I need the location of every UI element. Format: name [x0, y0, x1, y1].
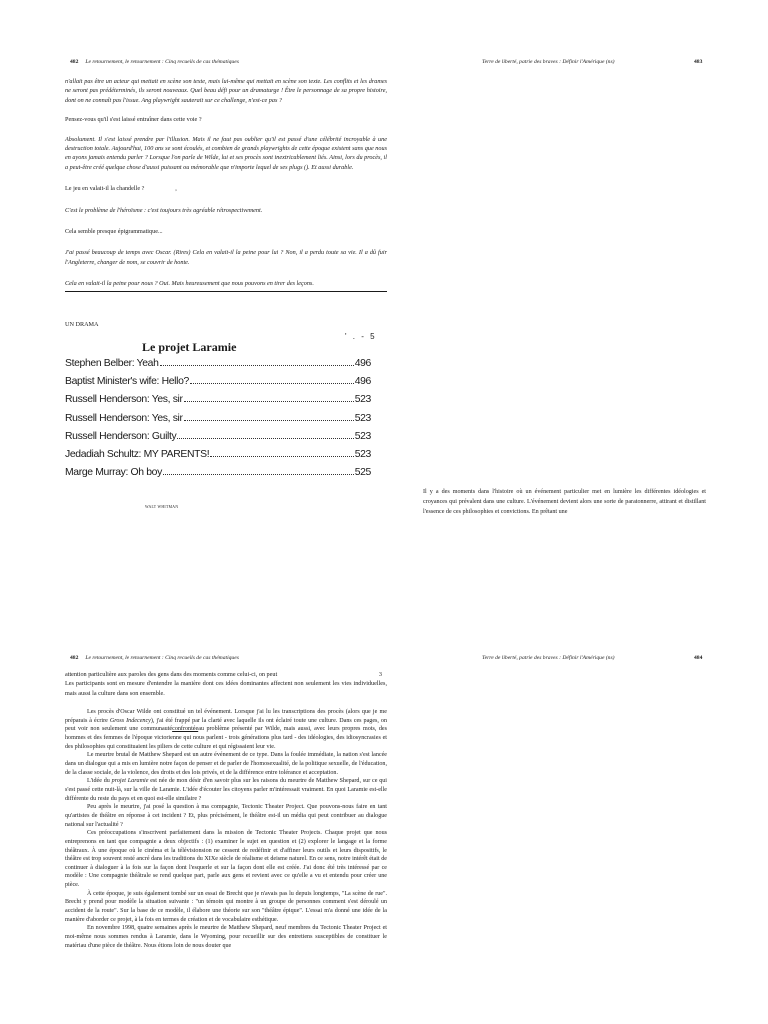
- toc-entry-page: 523: [354, 412, 371, 424]
- page-number-right-2: 484: [694, 655, 703, 661]
- toc-entry[interactable]: [65, 431, 371, 449]
- page-number: 482: [70, 59, 79, 65]
- leader-dots: [163, 474, 354, 475]
- section-label: UN DRAMA: [65, 321, 99, 328]
- paragraph: L'idée du projet Laramie est née de mon désir d'en savoir plus sur les raisons du meurtre de Matthew Shepard, sur ce qui s'est passé cette nuit-là, sur la ville de Laramie. L'idée d'écouter les citoyens parler m'intéressait vraiment. En quoi Laramie est-elle différente du reste du pays et en quoi est-elle similaire ?: [65, 778, 387, 802]
- paragraph: Le meurtre brutal de Matthew Shepard est un autre événement de ce type. Dans la foulée immédiate, la nation s'est lancée dans un dialogue qui a mis en lumière notre façon de penser et de parler de l'homosexualité, de la politique sexuelle, de l'éducation, de la classe sociale, de la violence, des droits et des lois privés, et de la différence entre tolérance et acceptation.: [65, 752, 387, 776]
- toc-entry-page: 523: [354, 448, 371, 460]
- paragraph: À cette époque, je suis également tombé sur un essai de Brecht que je n'avais pas lu depuis longtemps, "La scène de rue". Brecht y prend pour modèle la situation suivante : "un témoin qui montre à un groupe de personnes comment s'est déroulé un accident de la route". Sur la base de ce modèle, il élabore une théorie sur son "théâtre épique". L'essai m'a donné une idée de la manière d'aborder ce projet, à la fois en termes de création et de vocabulaire esthétique.: [65, 890, 387, 923]
- work-title: Gross Indecency: [109, 717, 151, 724]
- paragraph: Les procès d'Oscar Wilde ont constitué un tel événement. Lorsque j'ai lu les transcriptions des procès (alors que je me préparais à écrire Gross Indecency), j'ai été frappé par la clarté avec laquelle ils ont éclairé toute une culture. Dans ces pages, on peut voir non seulement une communautéconfrontéeau problème présenté par Wilde, mais aussi, avec leurs propres mots, des hommes et des femmes de l'époque victorienne qui nous parlent - trois générations plus tard - des idéologies, des idiosyncrasies et des philosophies qui constituaient les piliers de cette culture et qui régissaient leur vie.: [65, 709, 387, 750]
- toc-entry-label: Russell Henderson: Yes, sir: [65, 412, 183, 424]
- paragraph: Cela en valait-il la peine pour nous ? Oui. Mais heureusement que nous pouvons en tirer des leçons.: [65, 280, 314, 288]
- question: Le jeu en valait-il la chandelle ? ,: [65, 185, 177, 193]
- running-title: Le retournement, le retournement : Cinq recueils de cas thématiques: [85, 655, 239, 661]
- underlined-word: confrontée: [172, 726, 199, 733]
- essay-body: [65, 708, 387, 950]
- footnote-marker: 3: [378, 671, 382, 678]
- toc-entry-page: 523: [354, 394, 371, 406]
- leader-dots: [184, 420, 354, 421]
- continuation-lines: [65, 670, 387, 698]
- table-of-contents: [65, 358, 371, 485]
- toc-entry[interactable]: [65, 358, 371, 376]
- paragraph: J'ai passé beaucoup de temps avec Oscar. (Rires) Cela en valait-il la peine pour lui ? Non, il a perdu toute sa vie. Il a dû fuir l'Angleterre, changer de nom, se couvrir de honte.: [65, 249, 387, 266]
- leader-dots: [190, 383, 354, 384]
- toc-entry-page: 525: [354, 467, 371, 479]
- leader-dots: [184, 401, 354, 402]
- paragraph: Ces préoccupations s'inscrivent parfaitement dans la mission de Tectonic Theater Projects. Chaque projet que nous entreprenons en tant que compagnie a deux objectifs : (1) examiner le sujet en question et (2) explorer le langage et la forme théâtraux. À une époque où le cinéma et la télévisionsion ne cessent de redéfinir et d'affiner leurs outils et leurs dispositifs, le théâtre est trop souvent resté ancré dans les traditions du XIXe siècle de réalisme et deisme naturel. En ce sens, notre intérêt était de continuer à dialoguer à la fois sur la façon dont l'esquerle et sur la façon dont elle est créée. J'ai donc été très intéressé par ce modèle : Une compagnie théâtrale se rend quelque part, parle aux gens et revient avec ce qu'elle a vu et entendu pour créer une pièce.: [65, 830, 387, 889]
- toc-entry-page: 523: [354, 430, 371, 442]
- page-header-left-2: [70, 655, 239, 661]
- toc-entry-label: Baptist Minister's wife: Hello?: [65, 376, 189, 388]
- continuation-line: attention particulière aux paroles des gens dans des moments comme celui-ci, on peut: [65, 671, 278, 678]
- toc-entry-label: Marge Murray: Oh boy: [65, 467, 162, 479]
- page-number-right: 483: [694, 59, 703, 65]
- paragraph: En novembre 1998, quatre semaines après le meurtre de Matthew Shepard, neuf membres du Tectonic Theater Project et moi-même nous sommes rendus à Laramie, dans le Wyoming, pour recueillir sur des entretiens susceptibles de constituer le matériau d'une pièce de théâtre. Nous étions loin de nous douter que: [65, 925, 387, 949]
- toc-entry-page: 496: [354, 358, 371, 369]
- continuation-line: Les participants sont en mesure d'entendre la manière dont ces idées dominantes affectent non seulement les vies individuelles, mais aussi la culture dans son ensemble.: [65, 680, 387, 697]
- running-title: Le retournement, le retournement : Cinq recueils de cas thématiques: [85, 59, 239, 65]
- epigraph-author: WALT WHITMAN: [145, 505, 179, 509]
- toc-entry[interactable]: [65, 413, 371, 431]
- toc-entry[interactable]: [65, 394, 371, 412]
- question: Pensez-vous qu'il s'est laissé entraîner dans cette voie ?: [65, 116, 202, 124]
- paragraph: C'est le problème de l'héroïsme : c'est toujours très agréable rétrospectivement.: [65, 206, 263, 214]
- question: Cela semble presque épigrammatique...: [65, 228, 163, 236]
- page-header-left: [70, 59, 239, 65]
- toc-entry-label: Russell Henderson: Yes, sir: [65, 394, 183, 406]
- page-header-right: Terre de liberté, patrie des braves : Définir l'Amérique (ns): [482, 59, 615, 65]
- intro-paragraph: Il y a des moments dans l'histoire où un événement particulier met en lumière les différentes idéologies et croyances qui prévalent dans une culture. L'événement devient alors une sorte de paratonnerre, attirant et distillant l'essence de ces philosophies et convictions. En prêtant une: [423, 489, 706, 515]
- toc-entry[interactable]: [65, 449, 371, 467]
- toc-entry-label: Russell Henderson: Guilty: [65, 430, 177, 442]
- toc-entry-page: 496: [354, 376, 371, 388]
- paragraph: Peu après le meurtre, j'ai posé la question à ma compagnie, Tectonic Theater Project. Que pouvons-nous faire en tant qu'artistes de théâtre en réponse à cet incident ? Et, plus précisément, le théâtre est-il un média qui peut contribuer au dialogue national sur l'actualité ?: [65, 804, 387, 828]
- toc-entry-label: Stephen Belber: Yeah: [65, 358, 159, 369]
- paragraph: Absolument. Il s'est laissé prendre par l'illusion. Mais il ne faut pas oublier qu'il est passé d'une célébrité incroyable à une destruction totale. Aujourd'hui, 100 ans se sont écoulés, et combien de grands playwrights de cette époque existent sans que nous en ayons jamais entendu parler ? Lorsque l'on parle de Wilde, lui et ses procès sont inextricablement liés. Ainsi, lors du procès, il a peut-être créé quelque chose d'aussi puissant ou mémorable que n'importe lequel de ses plugs (). Et aussi durable.: [65, 135, 387, 171]
- interview-column: [65, 77, 387, 292]
- toc-title: Le projet Laramie: [142, 340, 237, 354]
- work-title: projet Laramie: [111, 778, 149, 785]
- leader-dots: [177, 438, 353, 439]
- leader-dots: [210, 456, 353, 457]
- toc-entry-label: Jedadiah Schultz: MY PARENTS!: [65, 448, 210, 460]
- paragraph: n'allait pas être un acteur qui mettait en scène son texte, mais lui-même qui mettait en scène son texte. Les conflits et les drames ne seront pas prédéterminés, ils seront nouveaux. Quel beau défi pour un dramaturge ! Être le personnage de sa propre histoire, dont on ne connaît pas l'issue. Ang playwright sauterait sur ce challenge, n'est-ce pas ?: [65, 78, 387, 104]
- page-number: 482: [70, 655, 79, 661]
- toc-entry[interactable]: [65, 467, 371, 485]
- toc-entry[interactable]: [65, 376, 371, 394]
- page-header-right-2: Terre de liberté, patrie des braves : Définir l'Amérique (ns): [482, 655, 615, 661]
- stray-marks: ' . - 5: [345, 332, 377, 341]
- leader-dots: [160, 365, 354, 366]
- divider: [65, 291, 387, 292]
